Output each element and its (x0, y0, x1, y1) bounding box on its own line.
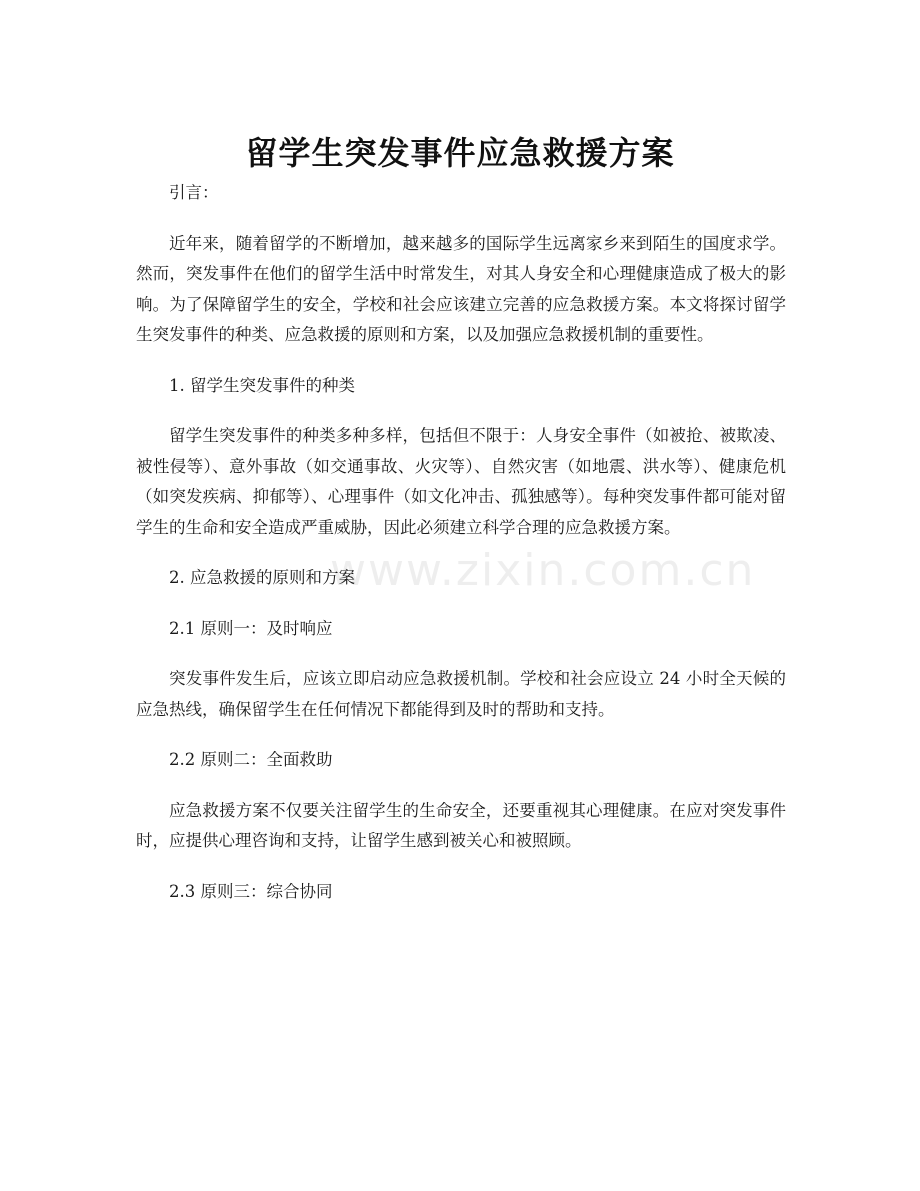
section-1-paragraph: 留学生突发事件的种类多种多样，包括但不限于：人身安全事件（如被抢、被欺凌、被性侵等）、意外事故（如交通事故、火灾等）、自然灾害（如地震、洪水等）、健康危机（如突发疾病、抑郁等）、心理事件（如文化冲击、孤独感等）。每种突发事件都可能对留学生的生命和安全造成严重威胁，因此必须建立科学合理的应急救援方案。 (136, 426, 786, 537)
section-2-1-paragraph: 突发事件发生后，应该立即启动应急救援机制。学校和社会应设立 24 小时全天候的应急热线，确保留学生在任何情况下都能得到及时的帮助和支持。 (136, 669, 786, 719)
document-title: 留学生突发事件应急救援方案 (245, 134, 675, 173)
section-2-heading: 2. 应急救援的原则和方案 (169, 568, 355, 587)
intro-paragraph: 近年来，随着留学的不断增加，越来越多的国际学生远离家乡来到陌生的国度求学。然而，突发事件在他们的留学生活中时常发生，对其人身安全和心理健康造成了极大的影响。为了保障留学生的安全，学校和社会应该建立完善的应急救援方案。本文将探讨留学生突发事件的种类、应急救援的原则和方案，以及加强应急救援机制的重要性。 (136, 233, 786, 344)
section-2-1-heading: 2.1 原则一：及时响应 (169, 618, 333, 638)
watermark-text: www.zixin.com.cn (330, 545, 756, 596)
section-1-heading: 1. 留学生突发事件的种类 (169, 375, 355, 395)
section-2-2-heading: 2.2 原则二：全面救助 (169, 750, 333, 769)
document-body (136, 178, 786, 927)
section-2-3-heading: 2.3 原则三：综合协同 (169, 881, 333, 901)
section-2-2-paragraph: 应急救援方案不仅要关注留学生的生命安全，还要重视其心理健康。在应对突发事件时，应提供心理咨询和支持，让留学生感到被关心和被照顾。 (136, 800, 786, 850)
intro-heading: 引言： (169, 183, 219, 202)
